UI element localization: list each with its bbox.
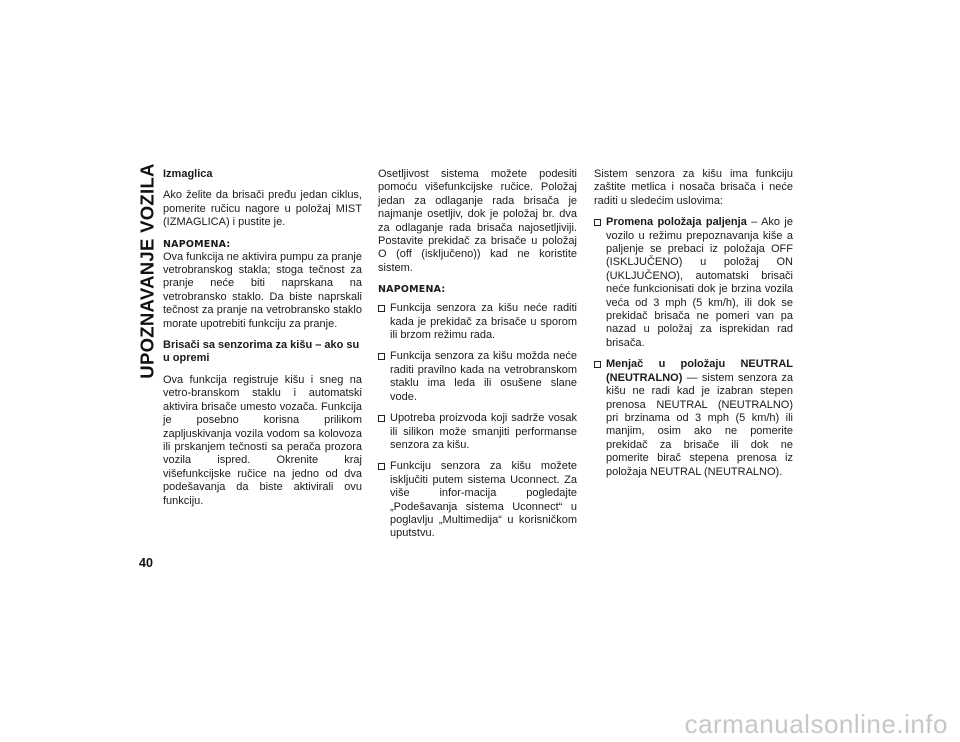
page-number: 40 — [139, 556, 153, 570]
heading-rain-sensing: Brisači sa senzorima za kišu – ako su u opremi — [163, 339, 360, 365]
list-item: Funkcija senzora za kišu možda neće raditi pravilno kada na vetrobranskom staklu ima leda ili osušene slane vode. — [378, 350, 577, 404]
paragraph-mist: Ako želite da brisači pređu jedan ciklus, pomerite ručicu nagore u položaj MIST (IZMAGLICA) i pustite je. — [163, 189, 362, 229]
checkbox-bullet-icon — [378, 463, 385, 470]
column-middle — [378, 168, 577, 549]
condition-list — [594, 216, 793, 479]
note-label: NAPOMENA: — [163, 238, 231, 250]
checkbox-bullet-icon — [378, 353, 385, 360]
checkbox-bullet-icon — [378, 305, 385, 312]
checkbox-bullet-icon — [594, 361, 601, 368]
checkbox-bullet-icon — [378, 415, 385, 422]
chapter-side-title — [133, 162, 163, 379]
item-title: Promena položaja paljenja — [606, 216, 747, 229]
paragraph-rain-sensing: Ova funkcija registruje kišu i sneg na vetro-branskom staklu i automatski aktivira brisače umesto vozača. Funkcija je posebno korisna prilikom zapljuskivanja vozila vodom sa kolovoza ili prskanjem tečnosti sa perača prozora vozila ispred. Okrenite kraj višefunkcijske ručice na jedno od dva podešavanja da biste aktivirali ovu funkciju. — [163, 373, 362, 507]
note-text: Ova funkcija ne aktivira pumpu za pranje vetrobranskog stakla; stoga tečnost za pranje neće biti naprskana na vetrobransko staklo. Da biste naprskali tečnost za pranje na vetrobransko staklo morate upotrebiti funkciju za pranje. — [163, 250, 362, 330]
checkbox-bullet-icon — [594, 219, 601, 226]
list-item: Funkciju senzora za kišu možete isključiti putem sistema Uconnect. Za više infor-macija pogledajte „Podešavanja sistema Uconnect“ u poglavlju „Multimedija“ u korisničkom uputstvu. — [378, 460, 577, 540]
item-title: Menjač u položaju NEUTRAL (NEUTRALNO) — [606, 358, 793, 384]
list-item: Promena položaja paljenja – Ako je vozilo u režimu prepoznavanja kiše a paljenje se prebaci iz položaja OFF (ISKLJUČENO) u položaj ON (UKLJUČENO), automatski brisači neće funkcionisati dok je brzina vozila veća od 3 mph (5 km/h), ili dok se prekidač brisača ne pomeri van pa nazad u položaj za isprekidan rad brisača. — [594, 216, 793, 350]
list-item: Menjač u položaju NEUTRAL (NEUTRALNO) — sistem senzora za kišu ne radi kad je izabran stepen prenosa NEUTRAL (NEUTRALNO) pri brzinama od 3 mph (5 km/h) ili manjim, osim ako ne pomerite prekidač za brisače ili dok ne pomerite birač stepena prenosa iz položaja NEUTRAL (NEUTRALNO). — [594, 358, 793, 479]
list-item: Funkcija senzora za kišu neće raditi kada je prekidač za brisače u sporom ili brzom režimu rada. — [378, 302, 577, 342]
chapter-title-text: UPOZNAVANJE VOZILA — [137, 162, 159, 379]
column-right — [594, 168, 793, 487]
column-left — [163, 168, 362, 516]
heading-mist: Izmaglica — [163, 168, 213, 180]
watermark: carmanualsonline.info — [684, 709, 948, 739]
list-item: Upotreba proizvoda koji sadrže vosak ili silikon može smanjiti performanse senzora za kišu. — [378, 412, 577, 452]
note-list — [378, 302, 577, 541]
paragraph-protection: Sistem senzora za kišu ima funkciju zaštite metlica i nosača brisača i neće raditi u sledećim uslovima: — [594, 168, 793, 207]
paragraph-sensitivity: Osetljivost sistema možete podesiti pomoću višefunkcijske ručice. Položaj jedan za odlaganje rada brisača je najmanje osetljiv, dok je položaj br. dva za odlaganje rada brisača najosetljiviji. Postavite prekidač za brisače u položaj O (off (isključeno)) kad ne koristite sistem. — [378, 168, 577, 274]
note-label: NAPOMENA: — [378, 284, 446, 296]
